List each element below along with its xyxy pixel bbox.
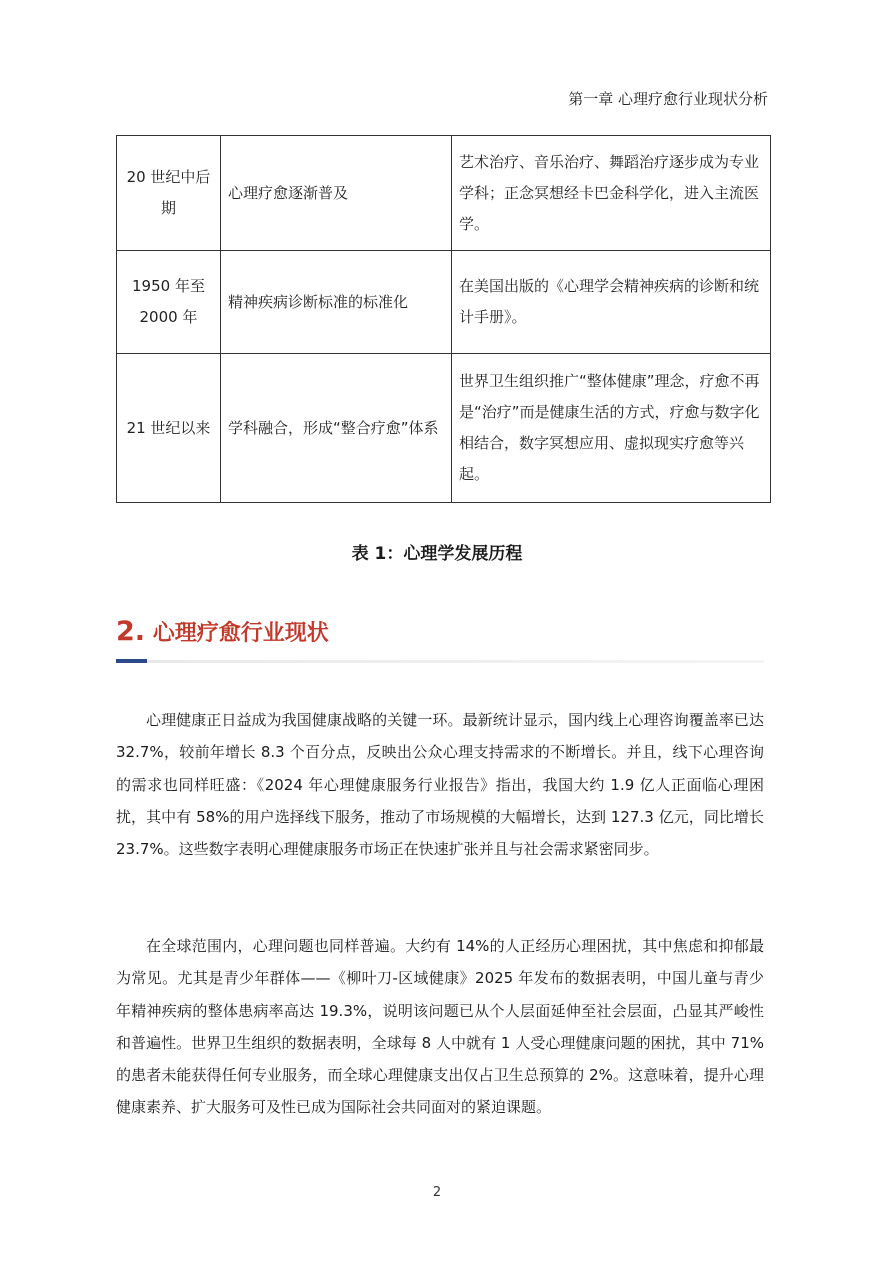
- table-row: [117, 354, 771, 503]
- table-row: [117, 136, 771, 251]
- stage-cell: 学科融合，形成“整合疗愈”体系: [221, 354, 452, 503]
- table-row: [117, 251, 771, 354]
- events-cell: 在美国出版的《心理学会精神疾病的诊断和统计手册》。: [452, 251, 771, 354]
- period-cell: 20 世纪中后期: [117, 136, 221, 251]
- section-heading: [116, 616, 329, 647]
- running-header: 第一章 心理疗愈行业现状分析: [568, 90, 768, 108]
- events-cell: 世界卫生组织推广“整体健康”理念，疗愈不再是“治疗”而是健康生活的方式，疗愈与数字化相结合，数字冥想应用、虚拟现实疗愈等兴起。: [452, 354, 771, 503]
- body-paragraph: 心理健康正日益成为我国健康战略的关键一环。最新统计显示，国内线上心理咨询覆盖率已达 32.7%，较前年增长 8.3 个百分点，反映出公众心理支持需求的不断增长。并且，线下心理咨询的需求也同样旺盛：《2024 年心理健康服务行业报告》指出，我国大约 1.9 亿人正面临心理困扰，其中有 58%的用户选择线下服务，推动了市场规模的大幅增长，达到 127.3 亿元，同比增长 23.7%。这些数字表明心理健康服务市场正在快速扩张并且与社会需求紧密同步。: [116, 711, 764, 859]
- heading-divider: [116, 660, 764, 663]
- stage-cell: 心理疗愈逐渐普及: [221, 136, 452, 251]
- period-cell: 21 世纪以来: [117, 354, 221, 503]
- period-cell: 1950 年至 2000 年: [117, 251, 221, 354]
- page-number: 2: [432, 1185, 442, 1200]
- events-cell: 艺术治疗、音乐治疗、舞蹈治疗逐步成为专业学科；正念冥想经卡巴金科学化，进入主流医学。: [452, 136, 771, 251]
- heading-accent-bar: [116, 659, 147, 663]
- section-title: 心理疗愈行业现状: [152, 621, 329, 646]
- body-paragraph: 在全球范围内，心理问题也同样普遍。大约有 14%的人正经历心理困扰，其中焦虑和抑郁最为常见。尤其是青少年群体——《柳叶刀-区域健康》2025 年发布的数据表明，中国儿童与青少年精神疾病的整体患病率高达 19.3%，说明该问题已从个人层面延伸至社会层面，凸显其严峻性和普遍性。世界卫生组织的数据表明，全球每 8 人中就有 1 人受心理健康问题的困扰，其中 71%的患者未能获得任何专业服务，而全球心理健康支出仅占卫生总预算的 2%。这意味着，提升心理健康素养、扩大服务可及性已成为国际社会共同面对的紧迫课题。: [116, 937, 764, 1117]
- stage-cell: 精神疾病诊断标准的标准化: [221, 251, 452, 354]
- table-caption: 表 1：心理学发展历程: [351, 544, 523, 564]
- section-number: 2.: [116, 616, 146, 647]
- history-table: [116, 135, 771, 503]
